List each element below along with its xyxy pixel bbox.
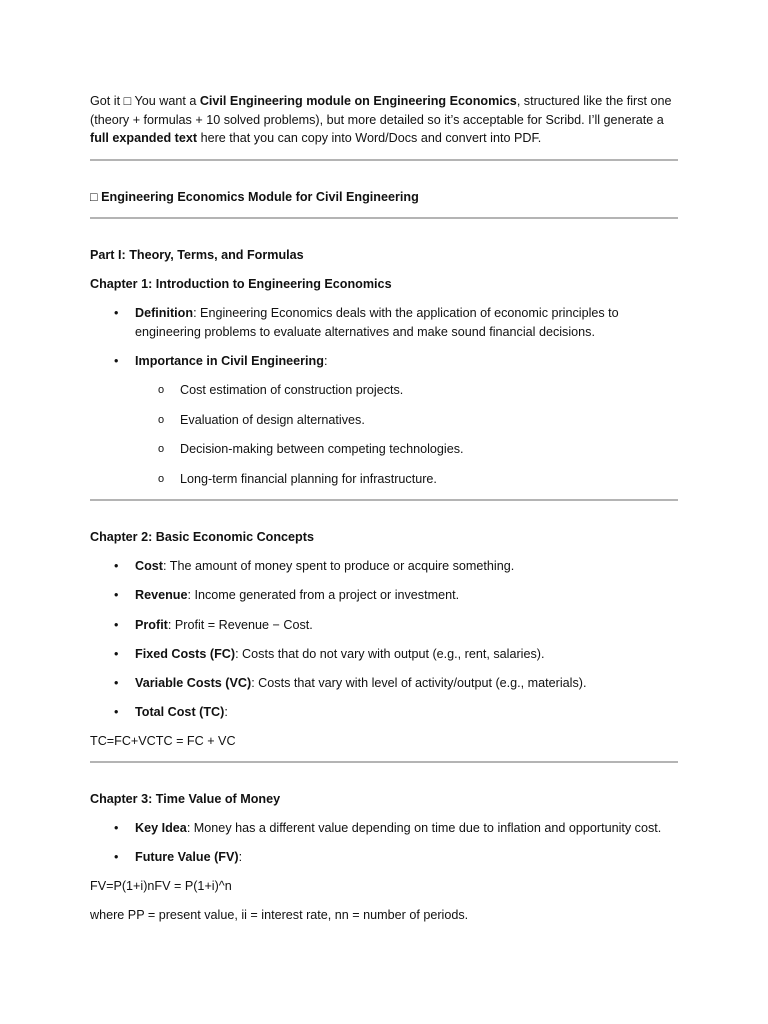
intro-text-3: here that you can copy into Word/Docs and convert into PDF. bbox=[197, 131, 542, 145]
bullet-icon: • bbox=[114, 850, 119, 864]
bullet-icon: • bbox=[114, 306, 119, 320]
bullet-icon: • bbox=[114, 647, 119, 661]
horizontal-rule bbox=[90, 499, 678, 501]
bullet-icon: • bbox=[114, 354, 119, 368]
definition-text: Definition: Engineering Economics deals with the application of economic principles to engineering problems to evaluate alternatives and make sound financial decisions. bbox=[135, 306, 619, 339]
bullet-icon: • bbox=[114, 821, 119, 835]
horizontal-rule bbox=[90, 217, 678, 219]
intro-text-2: , structured like the first one (theory + formulas + 10 solved problems), but more detailed so it’s acceptable for Scribd. I’ll generate a bbox=[90, 94, 672, 127]
bullet-icon: • bbox=[114, 588, 119, 602]
bullet-icon: • bbox=[114, 618, 119, 632]
circle-bullet-icon: o bbox=[158, 473, 165, 485]
circle-bullet-icon: o bbox=[158, 384, 165, 396]
importance-text: Importance in Civil Engineering: bbox=[135, 354, 328, 368]
list-item bbox=[90, 304, 680, 342]
intro-text-1: Got it □ You want a bbox=[90, 94, 200, 108]
chapter-2-title: Chapter 2: Basic Economic Concepts bbox=[90, 530, 314, 544]
chapter-1-title: Chapter 1: Introduction to Engineering Economics bbox=[90, 277, 392, 291]
bullet-icon: • bbox=[114, 559, 119, 573]
intro-paragraph bbox=[90, 92, 680, 148]
circle-bullet-icon: o bbox=[158, 414, 165, 426]
fv-where-text: where PP = present value, ii = interest rate, nn = number of periods. bbox=[90, 908, 469, 922]
fv-formula: FV=P(1+i)nFV = P(1+i)^n bbox=[90, 879, 232, 893]
bullet-icon: • bbox=[114, 705, 119, 719]
document-page: Got it □ You want a Civil Engineering module on Engineering Economics, structured like the first one (theory + formulas + 10 solved problems), but more detailed so it’s acceptable for Scribd. I’ll generate a full expanded text here that you can copy into Word/Docs and convert into PDF. □ Engineering Economics Module for Civil Engineering Part I: Theory, Terms, and Formulas Chapter 1: Introduction to Engineering Economics • Definition: Engineering Economics deals with the application of economic principles to engineering problems to evaluate alternatives and make sound financial decisions. • Importance in Civil Engineering: o Cost estimation of construction projects. o Evaluation of design alternatives. o Decision-making between competing technologies. o Long-term financial planning for infrastructure. Chapter 2: Basic Economic Concepts • Cost: The amount of money spent to produce or acquire something. • Revenue: Income generated from a project or investment. • Profit: Profit = Revenue − Cost. • Fixed Costs (FC): Costs that do not vary with output (e.g., rent, salaries). • Variable Costs (VC): Costs that vary with level of activity/output (e.g., materials). • Total Cost (TC): TC=FC+VCTC = FC + VC Chapter 3: Time Value of Money • Key Idea: Money has a different value depending on time due to inflation and opportunity cost. • Future Value (FV): FV=P(1+i)nFV = P(1+i)^n where PP = present value, ii = interest rate, nn = number of periods. bbox=[0, 0, 768, 1024]
part-title: Part I: Theory, Terms, and Formulas bbox=[90, 248, 304, 262]
intro-bold-2: full expanded text bbox=[90, 131, 198, 145]
bullet-icon: • bbox=[114, 676, 119, 690]
horizontal-rule bbox=[90, 761, 678, 763]
intro-bold-1: Civil Engineering module on Engineering Economics bbox=[199, 94, 517, 108]
horizontal-rule bbox=[90, 159, 678, 161]
tc-formula: TC=FC+VCTC = FC + VC bbox=[90, 734, 236, 748]
module-title: □ Engineering Economics Module for Civil Engineering bbox=[90, 190, 419, 204]
chapter-3-title: Chapter 3: Time Value of Money bbox=[90, 792, 281, 806]
circle-bullet-icon: o bbox=[158, 443, 165, 455]
